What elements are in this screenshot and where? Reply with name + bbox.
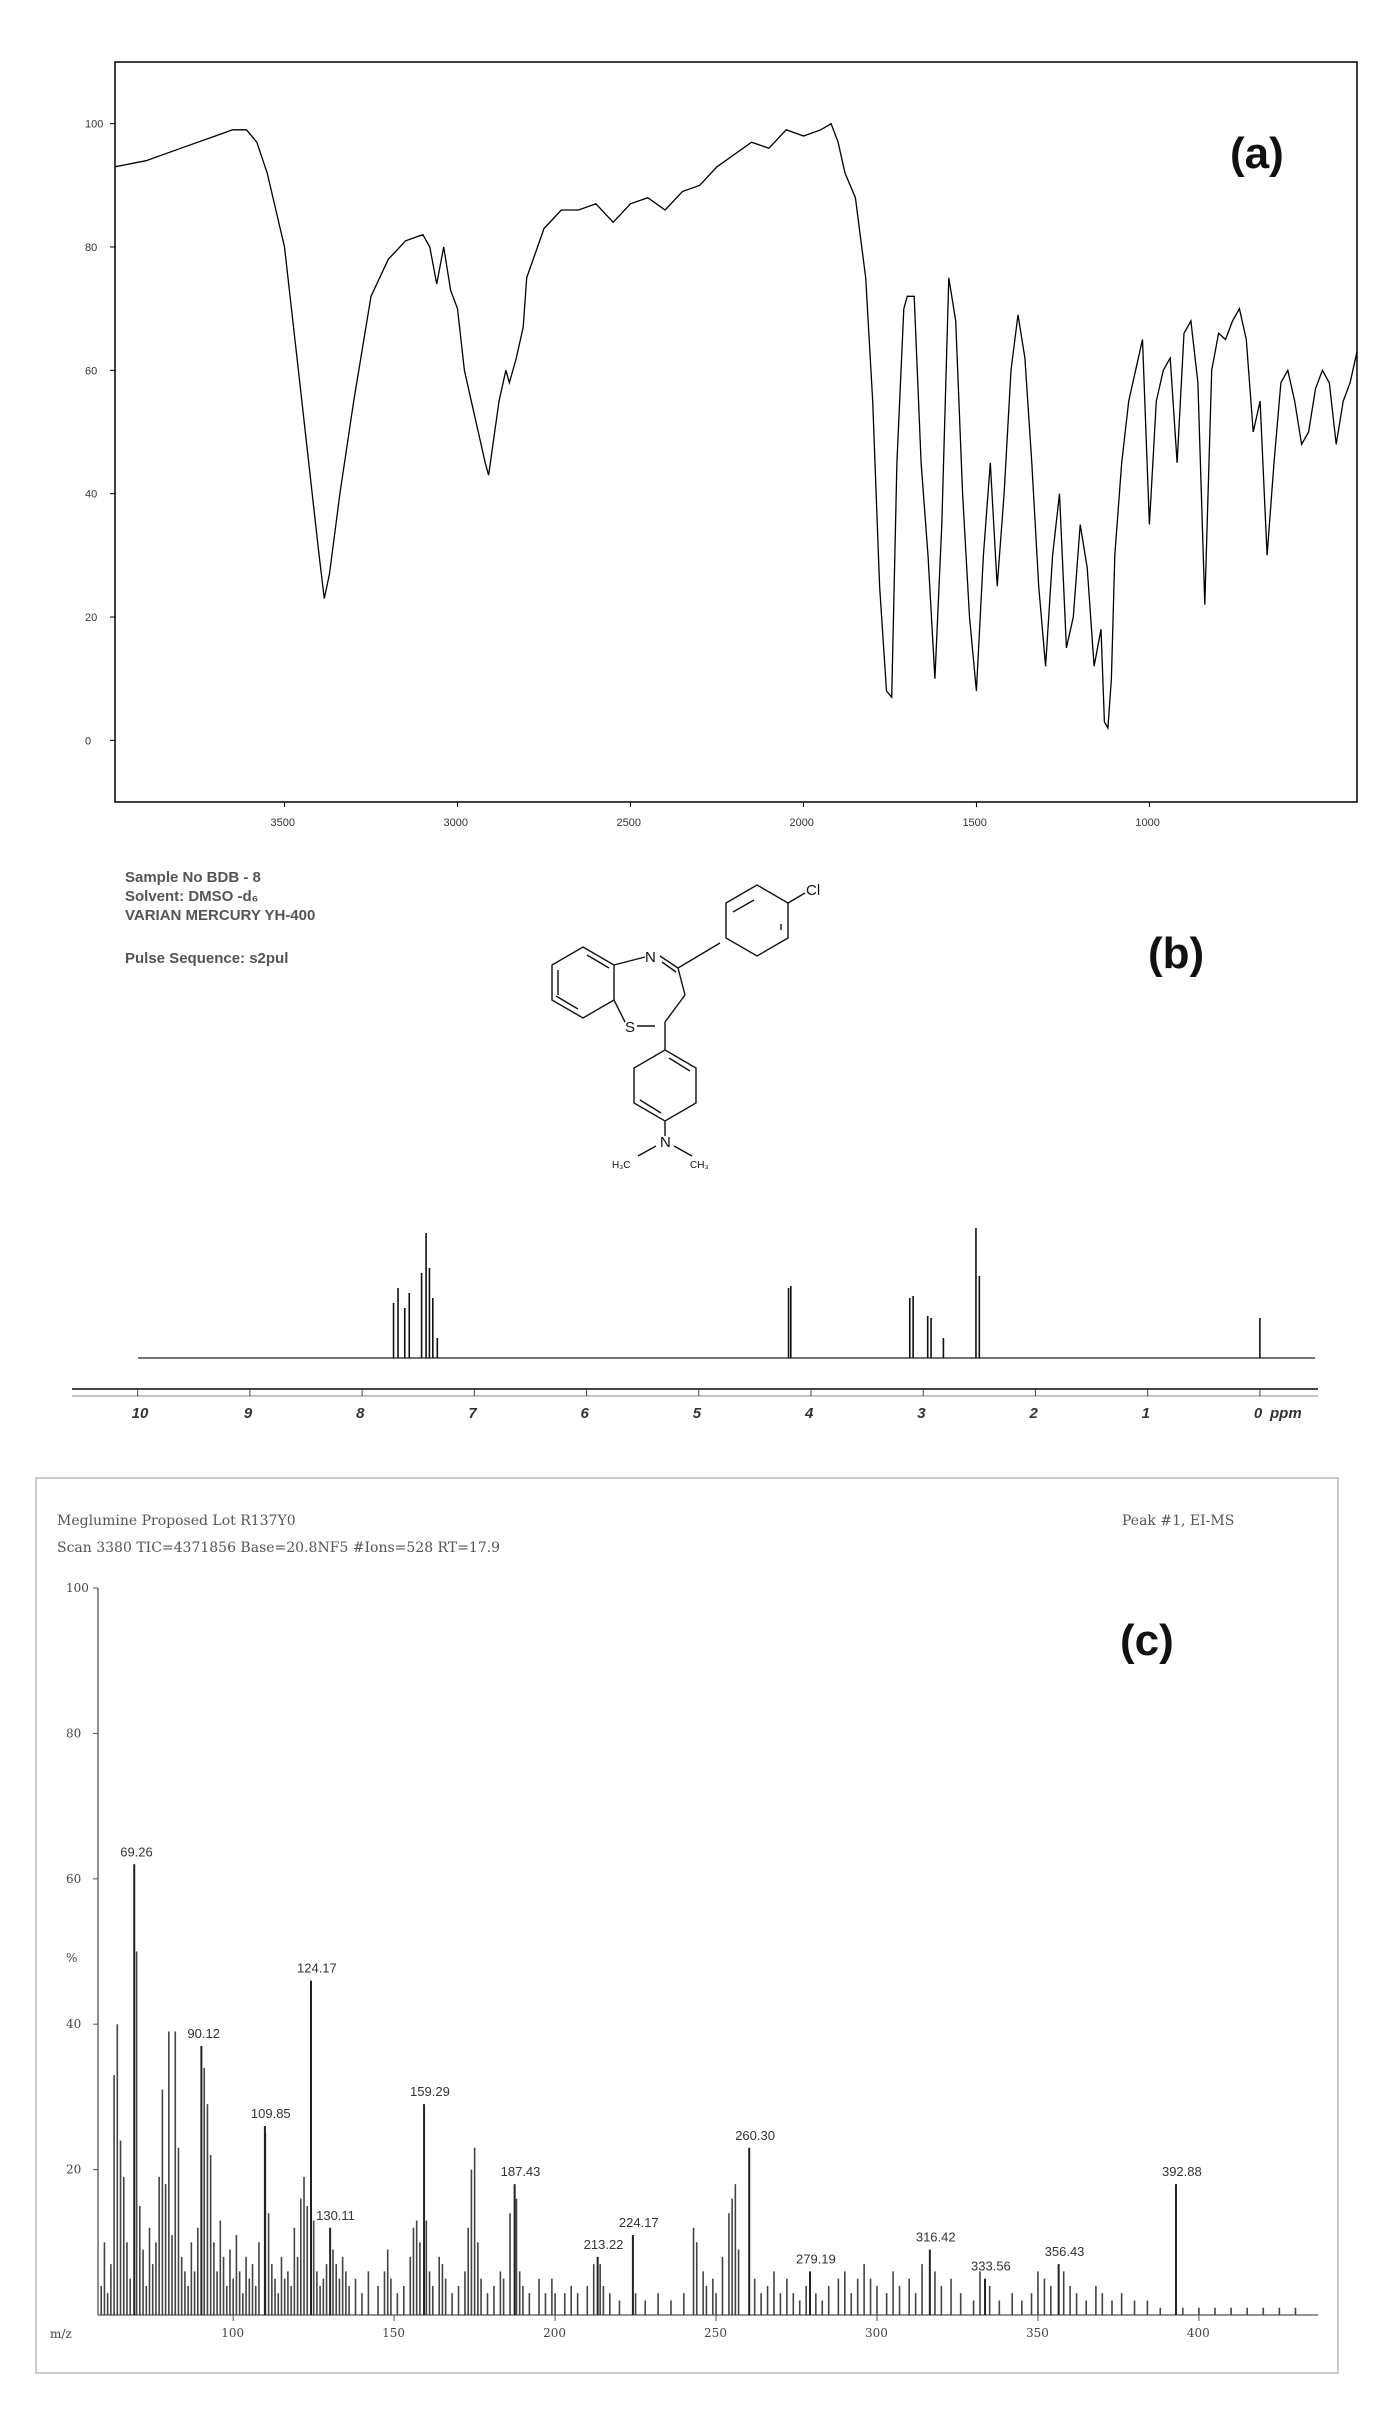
molecule-atom-cl: Cl — [806, 882, 821, 899]
ms-peak-label: 224.17 — [618, 2215, 659, 2231]
ms-peak-label: 124.17 — [297, 1960, 337, 1976]
ms-panel-label: (c) — [1120, 1616, 1174, 1665]
ms-x-tick-label: 100 — [221, 2326, 245, 2340]
molecule-atom-s: S — [625, 1019, 636, 1036]
nmr-x-tick-label: 1 — [1141, 1405, 1151, 1422]
ms-y-label: % — [66, 1951, 78, 1965]
ir-spectrum-line — [115, 124, 1357, 728]
nmr-x-tick-label: 8 — [356, 1405, 365, 1422]
ms-peak-label: 260.30 — [735, 2127, 775, 2143]
ms-x-tick-label: 350 — [1025, 2326, 1049, 2340]
ms-x-tick-label: 250 — [704, 2326, 727, 2340]
nmr-x-tick-label: 6 — [580, 1405, 589, 1422]
ms-peak-label: 213.22 — [583, 2236, 624, 2252]
ir-panel — [85, 62, 1357, 829]
ms-y-tick-label: 40 — [66, 2017, 82, 2032]
ms-peak-label: 392.88 — [1161, 2164, 1202, 2180]
ms-y-tick-label: 20 — [66, 2162, 82, 2177]
ir-y-tick-label: 40 — [85, 488, 98, 501]
nmr-x-tick-label: 2 — [1029, 1405, 1038, 1422]
ms-y-tick-label: 100 — [66, 1581, 89, 1595]
nmr-x-unit: ppm — [1270, 1405, 1302, 1422]
nmr-x-tick-label: 9 — [243, 1405, 253, 1422]
ms-peak-label: 187.43 — [500, 2164, 541, 2180]
ms-peak-label: 333.56 — [971, 2258, 1011, 2274]
ms-peak-label: 279.19 — [796, 2251, 836, 2267]
ms-panel — [36, 1478, 1338, 2373]
nmr-pulse-sequence: Pulse Sequence: s2pul — [125, 950, 289, 967]
ir-x-tick-label: 3000 — [443, 817, 468, 829]
ms-x-label: m/z — [50, 2327, 72, 2341]
ms-peak-label: 69.26 — [120, 1844, 153, 1860]
ms-x-tick-label: 400 — [1186, 2326, 1210, 2340]
ms-y-tick-label: 80 — [66, 1726, 82, 1741]
ms-peak-info: Peak #1, EI-MS — [1122, 1513, 1235, 1529]
ms-x-tick-label: 200 — [543, 2326, 567, 2340]
ms-x-tick-label: 300 — [864, 2326, 888, 2340]
ir-x-tick-label: 1000 — [1135, 817, 1160, 829]
ir-x-axis — [271, 802, 1160, 829]
ms-peak-label: 130.11 — [316, 2207, 355, 2223]
molecule-group-ch3: CH₃ — [690, 1160, 709, 1171]
ms-sample-name: Meglumine Proposed Lot R137Y0 — [57, 1513, 296, 1529]
molecule-group-h3c: H₃C — [612, 1160, 631, 1171]
ir-x-tick-label: 3500 — [270, 817, 296, 829]
ms-bars — [101, 1864, 1295, 2315]
nmr-x-tick-label: 0 — [1253, 1405, 1263, 1422]
nmr-x-axis — [132, 1389, 1263, 1422]
nmr-panel-label: (b) — [1148, 929, 1205, 978]
ir-y-tick-label: 0 — [85, 735, 92, 748]
ms-y-tick-label: 60 — [66, 1871, 82, 1886]
ir-x-tick-label: 2500 — [616, 817, 641, 829]
nmr-x-tick-label: 4 — [805, 1405, 814, 1422]
nmr-x-tick-label: 7 — [468, 1405, 477, 1422]
ms-peak-label: 109.85 — [250, 2105, 291, 2121]
ir-plot-frame — [115, 62, 1357, 802]
ir-y-tick-label: 100 — [85, 118, 104, 131]
molecule-atom-n2: N — [660, 1134, 671, 1151]
nmr-sample-no: Sample No BDB - 8 — [125, 869, 261, 886]
ms-peak-label: 316.42 — [915, 2229, 956, 2245]
ms-peak-label: 159.29 — [410, 2084, 450, 2100]
molecule-atom-n1: N — [645, 949, 656, 966]
ms-frame — [36, 1478, 1338, 2373]
ms-y-ticks — [66, 1581, 98, 2177]
ms-peak-labels — [120, 1844, 1201, 2273]
nmr-instrument: VARIAN MERCURY YH-400 — [125, 907, 316, 924]
ms-peak-label: 356.43 — [1044, 2244, 1085, 2260]
nmr-x-tick-label: 10 — [131, 1405, 149, 1422]
ir-y-tick-label: 60 — [85, 365, 98, 378]
ir-y-tick-label: 80 — [85, 242, 98, 254]
nmr-x-tick-label: 3 — [917, 1405, 926, 1422]
nmr-solvent: Solvent: DMSO -d₆ — [125, 888, 259, 905]
ir-panel-label: (a) — [1230, 129, 1284, 178]
ms-peak-label: 90.12 — [187, 2026, 220, 2042]
ms-x-ticks — [221, 2315, 1210, 2340]
ms-x-tick-label: 150 — [382, 2326, 406, 2340]
ms-scan-info: Scan 3380 TIC=4371856 Base=20.8NF5 #Ions=528 RT=17.9 — [57, 1540, 501, 1556]
nmr-x-tick-label: 5 — [692, 1405, 702, 1422]
nmr-panel — [72, 869, 1318, 1422]
nmr-peaks — [394, 1228, 1260, 1358]
ir-y-tick-label: 20 — [85, 612, 98, 624]
ir-y-axis — [85, 119, 115, 748]
ir-x-tick-label: 2000 — [789, 817, 814, 829]
ir-x-tick-label: 1500 — [962, 817, 987, 829]
molecule-structure — [552, 885, 805, 1156]
